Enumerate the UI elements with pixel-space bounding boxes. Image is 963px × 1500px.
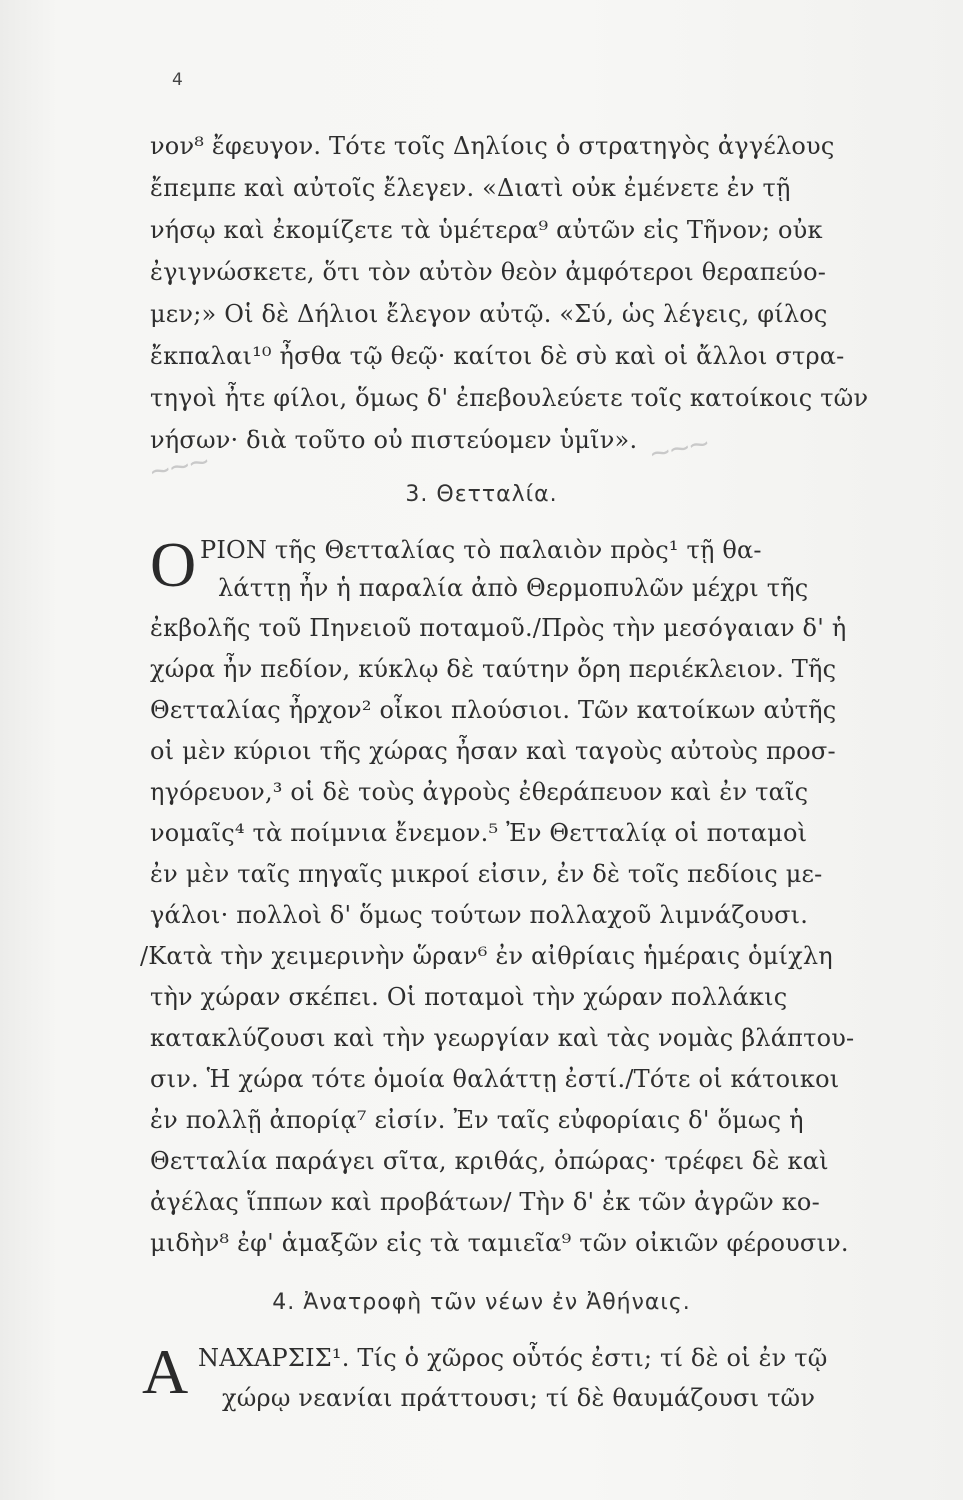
text-line: νήσῳ καὶ ἐκομίζετε τὰ ὑμέτερα⁹ αὐτῶν εἰς Τῆνον; οὐκ [150,216,823,244]
text-line: ἐν πολλῇ ἀπορίᾳ⁷ εἰσίν. Ἐν ταῖς εὐφορίαις δ' ὅμως ἡ [150,1106,804,1134]
text-line: κατακλύζουσι καὶ τὴν γεωργίαν καὶ τὰς νομὰς βλάπτου- [150,1024,855,1052]
text-line: σιν. Ἡ χώρα τότε ὁμοία θαλάττῃ ἐστί./Τότε οἱ κάτοικοι [150,1065,840,1093]
section-4-heading: 4. Ἀνατροφὴ τῶν νέων ἐν Ἀθήναις. [272,1290,691,1315]
text-line: ΝΑΧΑΡΣΙΣ¹. Τίς ὁ χῶρος οὗτός ἐστι; τί δὲ οἱ ἐν τῷ [198,1344,828,1372]
text-line: ΡΙΟΝ τῆς Θετταλίας τὸ παλαιὸν πρὸς¹ τῇ θα- [200,536,762,564]
text-line: λάττῃ ἦν ἡ παραλία ἀπὸ Θερμοπυλῶν μέχρι τῆς [218,574,809,602]
text-line: /Κατὰ τὴν χειμερινὴν ὥραν⁶ ἐν αἰθρίαις ἡμέραις ὁμίχλη [140,942,833,970]
text-line: Θετταλίας ἦρχον² οἶκοι πλούσιοι. Τῶν κατοίκων αὐτῆς [150,696,837,724]
text-line: χώρα ἦν πεδίον, κύκλῳ δὲ ταύτην ὄρη περιέκλειον. Τῆς [150,655,837,683]
text-line: ἔπεμπε καὶ αὐτοῖς ἔλεγεν. «Διατὶ οὐκ ἐμένετε ἐν τῇ [150,174,791,202]
text-line: τὴν χώραν σκέπει. Οἱ ποταμοὶ τὴν χώραν πολλάκις [150,983,788,1011]
drop-cap: Α [142,1336,189,1407]
text-line: ἀγέλας ἵππων καὶ προβάτων/ Τὴν δ' ἐκ τῶν ἀγρῶν κο- [150,1188,820,1216]
text-line: ἔκπαλαι¹⁰ ἦσθα τῷ θεῷ· καίτοι δὲ σὺ καὶ οἱ ἄλλοι στρα- [150,342,845,370]
text-line: τηγοὶ ἦτε φίλοι, ὅμως δ' ἐπεβουλεύετε τοῖς κατοίκοις τῶν [150,384,869,412]
text-line: ἐν μὲν ταῖς πηγαῖς μικροί εἰσιν, ἐν δὲ τοῖς πεδίοις με- [150,860,823,888]
text-line: ηγόρευον,³ οἱ δὲ τοὺς ἀγροὺς ἐθεράπευον καὶ ἐν ταῖς [150,778,809,806]
text-line: χώρῳ νεανίαι πράττουσι; τί δὲ θαυμάζουσι τῶν [222,1384,816,1412]
text-line: οἱ μὲν κύριοι τῆς χώρας ἦσαν καὶ ταγοὺς αὐτοὺς προσ- [150,737,836,765]
text-line: Θετταλία παράγει σῖτα, κριθάς, ὀπώρας· τρέφει δὲ καὶ [150,1147,829,1175]
section-3-heading: 3. Θετταλία. [405,482,558,507]
drop-cap: Ο [150,529,197,600]
text-line: ἐγιγνώσκετε, ὅτι τὸν αὐτὸν θεὸν ἀμφότεροι θεραπεύο- [150,258,827,286]
text-line: μιδὴν⁸ ἐφ' ἁμαξῶν εἰς τὰ ταμιεῖα⁹ τῶν οἰκιῶν φέρουσιν. [150,1229,849,1257]
text-line: γάλοι· πολλοὶ δ' ὅμως τούτων πολλαχοῦ λιμνάζουσι. [150,901,809,929]
pencil-mark: ~~~ [646,424,713,474]
text-line: μεν;» Οἱ δὲ Δήλιοι ἔλεγον αὐτῷ. «Σύ, ὡς λέγεις, φίλος [150,300,828,328]
text-line: ἐκβολῆς τοῦ Πηνειοῦ ποταμοῦ./Πρὸς τὴν μεσόγαιαν δ' ἡ [150,614,847,642]
text-line: νήσων· διὰ τοῦτο οὐ πιστεύομεν ὑμῖν». [150,426,638,454]
text-line: νομαῖς⁴ τὰ ποίμνια ἔνεμον.⁵ Ἐν Θετταλίᾳ οἱ ποταμοὶ [150,819,808,847]
pencil-mark: ~~~ [146,442,213,492]
text-line: νον⁸ ἔφευγον. Τότε τοῖς Δηλίοις ὁ στρατηγὸς ἀγγέλους [150,132,835,160]
page-number: 4 [172,70,183,90]
